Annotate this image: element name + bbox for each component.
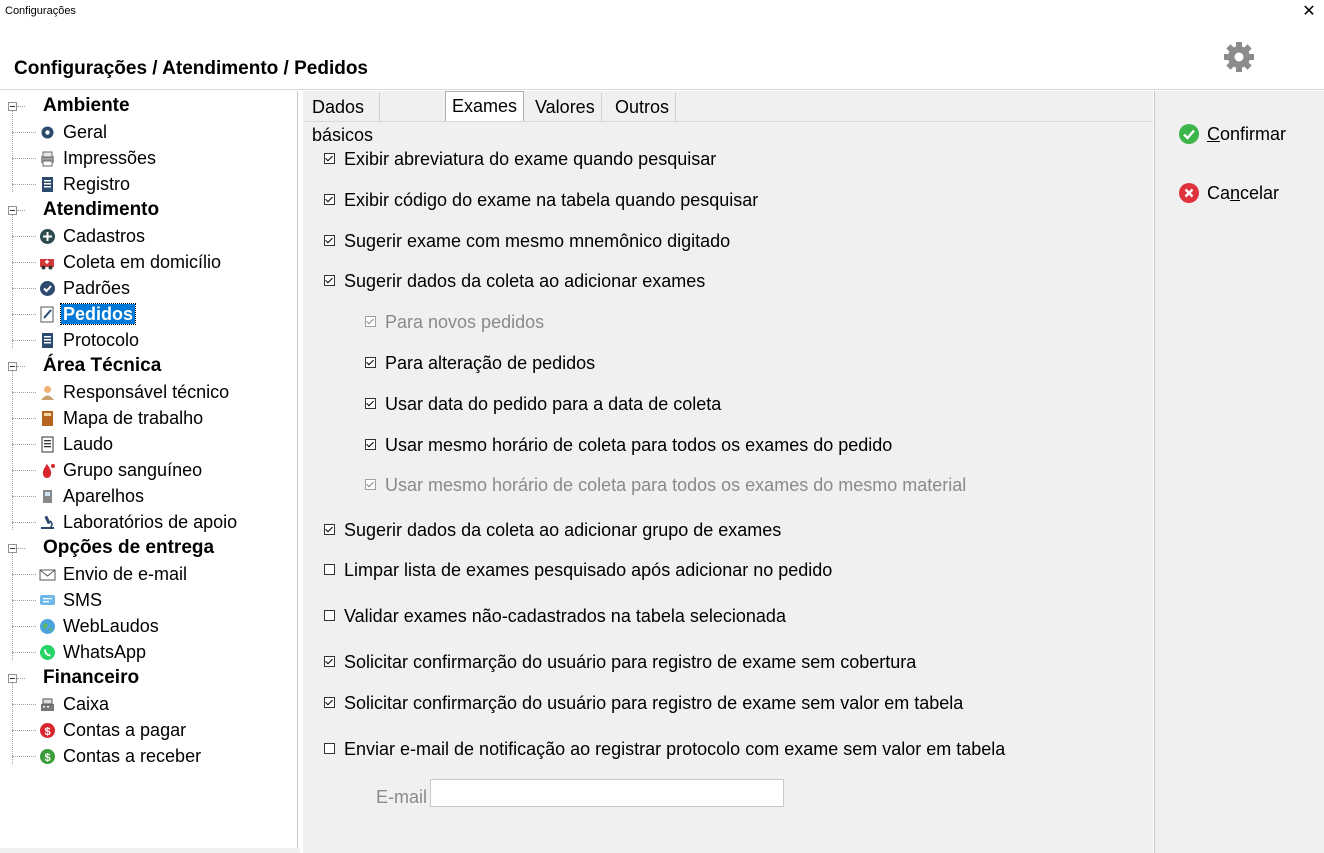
tree-item-label: SMS [63, 590, 103, 610]
tree-item-2-0[interactable] [39, 381, 231, 403]
blood-drop-icon [39, 462, 56, 479]
tree-connector [12, 553, 13, 660]
tree-item-0-2[interactable] [39, 173, 132, 195]
tree-connector [12, 756, 36, 757]
tree-item-4-0[interactable] [39, 693, 111, 715]
option-checkbox [365, 316, 376, 327]
option-checkbox[interactable] [324, 194, 335, 205]
cancel-label-start: Ca [1207, 183, 1231, 203]
option-14[interactable] [324, 738, 1005, 760]
tree-item-label: Geral [63, 122, 108, 142]
tree-collapse-toggle[interactable] [8, 544, 17, 553]
tree-item-label: Contas a pagar [63, 720, 187, 740]
tab-3[interactable]: Outros [609, 93, 676, 121]
check-circle-icon [39, 280, 56, 297]
document-icon [39, 176, 56, 193]
tree-item-3-2[interactable] [39, 615, 161, 637]
gear-icon [39, 124, 56, 141]
option-6[interactable] [365, 393, 721, 415]
tree-item-label: WhatsApp [63, 642, 147, 662]
tree-connector [12, 652, 36, 653]
tree-collapse-toggle[interactable] [8, 362, 17, 371]
option-label: Solicitar confirmarção do usuário para registro de exame sem cobertura [344, 652, 917, 672]
tree-connector [12, 314, 36, 315]
tree-connector [12, 340, 36, 341]
options-panel [303, 91, 1153, 853]
tree-item-1-1[interactable] [39, 251, 223, 273]
option-label: Exibir código do exame na tabela quando pesquisar [344, 190, 759, 210]
tree-connector [12, 444, 36, 445]
tree-item-0-1[interactable] [39, 147, 158, 169]
cancel-label-end: celar [1240, 183, 1280, 203]
option-label: Usar mesmo horário de coleta para todos os exames do mesmo material [385, 475, 967, 495]
option-label: Enviar e-mail de notificação ao registrar protocolo com exame sem valor em tabela [344, 739, 1006, 759]
option-label: Solicitar confirmarção do usuário para registro de exame sem valor em tabela [344, 693, 964, 713]
tree-item-1-3[interactable] [39, 303, 135, 325]
tree-connector [12, 262, 36, 263]
tree-group-1[interactable]: Atendimento [43, 199, 160, 220]
tree-connector [12, 288, 36, 289]
option-label: Usar data do pedido para a data de coleta [385, 394, 722, 414]
option-10[interactable] [324, 559, 832, 581]
page-title: Configurações / Atendimento / Pedidos [14, 58, 368, 79]
tree-item-label: Coleta em domicílio [63, 252, 222, 272]
tree-connector [17, 548, 25, 549]
gear-icon [1221, 40, 1257, 74]
book-icon [39, 410, 56, 427]
option-label: Sugerir dados da coleta ao adicionar grupo de exames [344, 520, 782, 540]
microscope-icon [39, 514, 56, 531]
tree-scrollbar[interactable] [0, 848, 300, 853]
settings-tree[interactable] [1, 91, 298, 848]
option-checkbox[interactable] [365, 398, 376, 409]
check-circle-icon [1179, 124, 1199, 144]
device-icon [39, 488, 56, 505]
tree-collapse-toggle[interactable] [8, 102, 17, 111]
option-checkbox [365, 479, 376, 490]
title-bar [0, 0, 1324, 24]
cash-register-icon [39, 696, 56, 713]
tree-item-2-3[interactable] [39, 459, 204, 481]
document-icon [39, 332, 56, 349]
sms-icon [39, 592, 56, 609]
tree-item-label: Mapa de trabalho [63, 408, 204, 428]
option-checkbox[interactable] [324, 275, 335, 286]
confirm-mnemonic: C [1207, 124, 1220, 144]
tab-1[interactable]: Exames [445, 91, 524, 122]
tree-connector [12, 704, 36, 705]
tree-connector [12, 132, 36, 133]
tree-item-label: Registro [63, 174, 131, 194]
tree-connector [12, 418, 36, 419]
option-0[interactable] [324, 148, 716, 170]
tree-item-2-4[interactable] [39, 485, 146, 507]
dollar-green-icon [39, 748, 56, 765]
tree-connector [12, 626, 36, 627]
tab-2[interactable]: Valores [529, 93, 602, 121]
option-checkbox[interactable] [324, 235, 335, 246]
tree-connector [12, 371, 13, 530]
option-label: Usar mesmo horário de coleta para todos os exames do pedido [385, 435, 893, 455]
option-checkbox[interactable] [365, 439, 376, 450]
tree-connector [12, 730, 36, 731]
tree-item-3-0[interactable] [39, 563, 189, 585]
email-field[interactable] [430, 779, 784, 807]
ambulance-icon [39, 254, 56, 271]
tab-divider [303, 121, 1153, 122]
tree-group-3[interactable]: Opções de entrega [43, 537, 215, 558]
option-checkbox[interactable] [324, 697, 335, 708]
tree-item-1-0[interactable] [39, 225, 147, 247]
tree-connector [12, 111, 13, 192]
printer-icon [39, 150, 56, 167]
report-icon [39, 436, 56, 453]
email-label: E-mail [376, 787, 428, 807]
tree-item-label: Caixa [63, 694, 110, 714]
tree-connector [12, 392, 36, 393]
tree-connector [12, 600, 36, 601]
edit-document-icon [39, 306, 56, 323]
tree-item-2-1[interactable] [39, 407, 205, 429]
dollar-red-icon [39, 722, 56, 739]
confirm-button[interactable] [1179, 123, 1286, 145]
tree-group-2[interactable]: Área Técnica [43, 355, 162, 376]
option-8 [365, 474, 966, 496]
svg-text:$: $ [44, 726, 51, 738]
close-button[interactable]: ✕ [1302, 3, 1316, 20]
tree-item-label: Aparelhos [63, 486, 145, 506]
option-2[interactable] [324, 230, 730, 252]
globe-icon [39, 618, 56, 635]
tree-item-1-4[interactable] [39, 329, 141, 351]
tree-item-label: Envio de e-mail [63, 564, 188, 584]
tree-item-label: Contas a receber [63, 746, 202, 766]
option-checkbox[interactable] [324, 610, 335, 621]
tree-connector [12, 683, 13, 764]
tree-connector [12, 496, 36, 497]
option-3[interactable] [324, 270, 705, 292]
tree-group-0[interactable]: Ambiente [43, 95, 130, 116]
actions-panel [1154, 91, 1324, 853]
tree-collapse-toggle[interactable] [8, 206, 17, 215]
user-icon [39, 384, 56, 401]
tree-item-label: Cadastros [63, 226, 146, 246]
option-checkbox[interactable] [324, 743, 335, 754]
whatsapp-icon [39, 644, 56, 661]
tree-item-label: Laboratórios de apoio [63, 512, 238, 532]
confirm-label: onfirmar [1220, 124, 1287, 144]
option-label: Validar exames não-cadastrados na tabela selecionada [344, 606, 786, 626]
tree-item-label: WebLaudos [63, 616, 159, 636]
tree-connector [12, 184, 36, 185]
option-label: Limpar lista de exames pesquisado após adicionar no pedido [344, 560, 833, 580]
tree-item-1-2[interactable] [39, 277, 132, 299]
option-checkbox[interactable] [324, 656, 335, 667]
plus-circle-icon [39, 228, 56, 245]
tree-group-4[interactable]: Financeiro [43, 667, 140, 688]
tree-connector [17, 210, 25, 211]
tree-connector [12, 215, 13, 348]
cancel-mnemonic: n [1230, 183, 1241, 203]
option-7[interactable] [365, 434, 892, 456]
tree-item-label: Padrões [63, 278, 131, 298]
svg-text:$: $ [44, 752, 51, 764]
tab-0[interactable]: Dados básicos [306, 93, 380, 121]
option-checkbox[interactable] [365, 357, 376, 368]
option-5[interactable] [365, 352, 595, 374]
option-11[interactable] [324, 605, 786, 627]
window-title: Configurações [5, 5, 76, 17]
tree-connector [12, 574, 36, 575]
option-checkbox[interactable] [324, 524, 335, 535]
option-label: Para novos pedidos [385, 312, 545, 332]
mail-icon [39, 566, 56, 583]
option-checkbox[interactable] [324, 153, 335, 164]
tree-item-label: Impressões [63, 148, 157, 168]
tree-item-3-1[interactable] [39, 589, 104, 611]
option-label: Sugerir dados da coleta ao adicionar exames [344, 271, 706, 291]
option-9[interactable] [324, 519, 781, 541]
option-13[interactable] [324, 692, 963, 714]
tree-item-label: Protocolo [63, 330, 140, 350]
option-checkbox[interactable] [324, 564, 335, 575]
tree-connector [12, 470, 36, 471]
tree-connector [17, 106, 25, 107]
tree-connector [12, 522, 36, 523]
option-label: Para alteração de pedidos [385, 353, 596, 373]
tree-connector [12, 158, 36, 159]
tree-item-4-1[interactable] [39, 719, 188, 741]
tree-connector [17, 678, 25, 679]
tree-item-0-0[interactable] [39, 121, 109, 143]
tree-collapse-toggle[interactable] [8, 674, 17, 683]
close-circle-icon [1179, 183, 1199, 203]
tree-item-4-2[interactable] [39, 745, 203, 767]
option-label: Exibir abreviatura do exame quando pesquisar [344, 149, 717, 169]
option-1[interactable] [324, 189, 758, 211]
tree-item-2-2[interactable] [39, 433, 115, 455]
option-12[interactable] [324, 651, 916, 673]
tree-item-label: Grupo sanguíneo [63, 460, 203, 480]
tree-connector [12, 236, 36, 237]
tree-item-3-3[interactable] [39, 641, 148, 663]
tree-item-label: Pedidos [63, 304, 134, 324]
tree-item-2-5[interactable] [39, 511, 239, 533]
tree-connector [17, 366, 25, 367]
header-divider [0, 89, 1324, 90]
option-4 [365, 311, 544, 333]
option-label: Sugerir exame com mesmo mnemônico digitado [344, 231, 731, 251]
tree-item-label: Laudo [63, 434, 114, 454]
tree-item-label: Responsável técnico [63, 382, 230, 402]
cancel-button[interactable] [1179, 182, 1279, 204]
